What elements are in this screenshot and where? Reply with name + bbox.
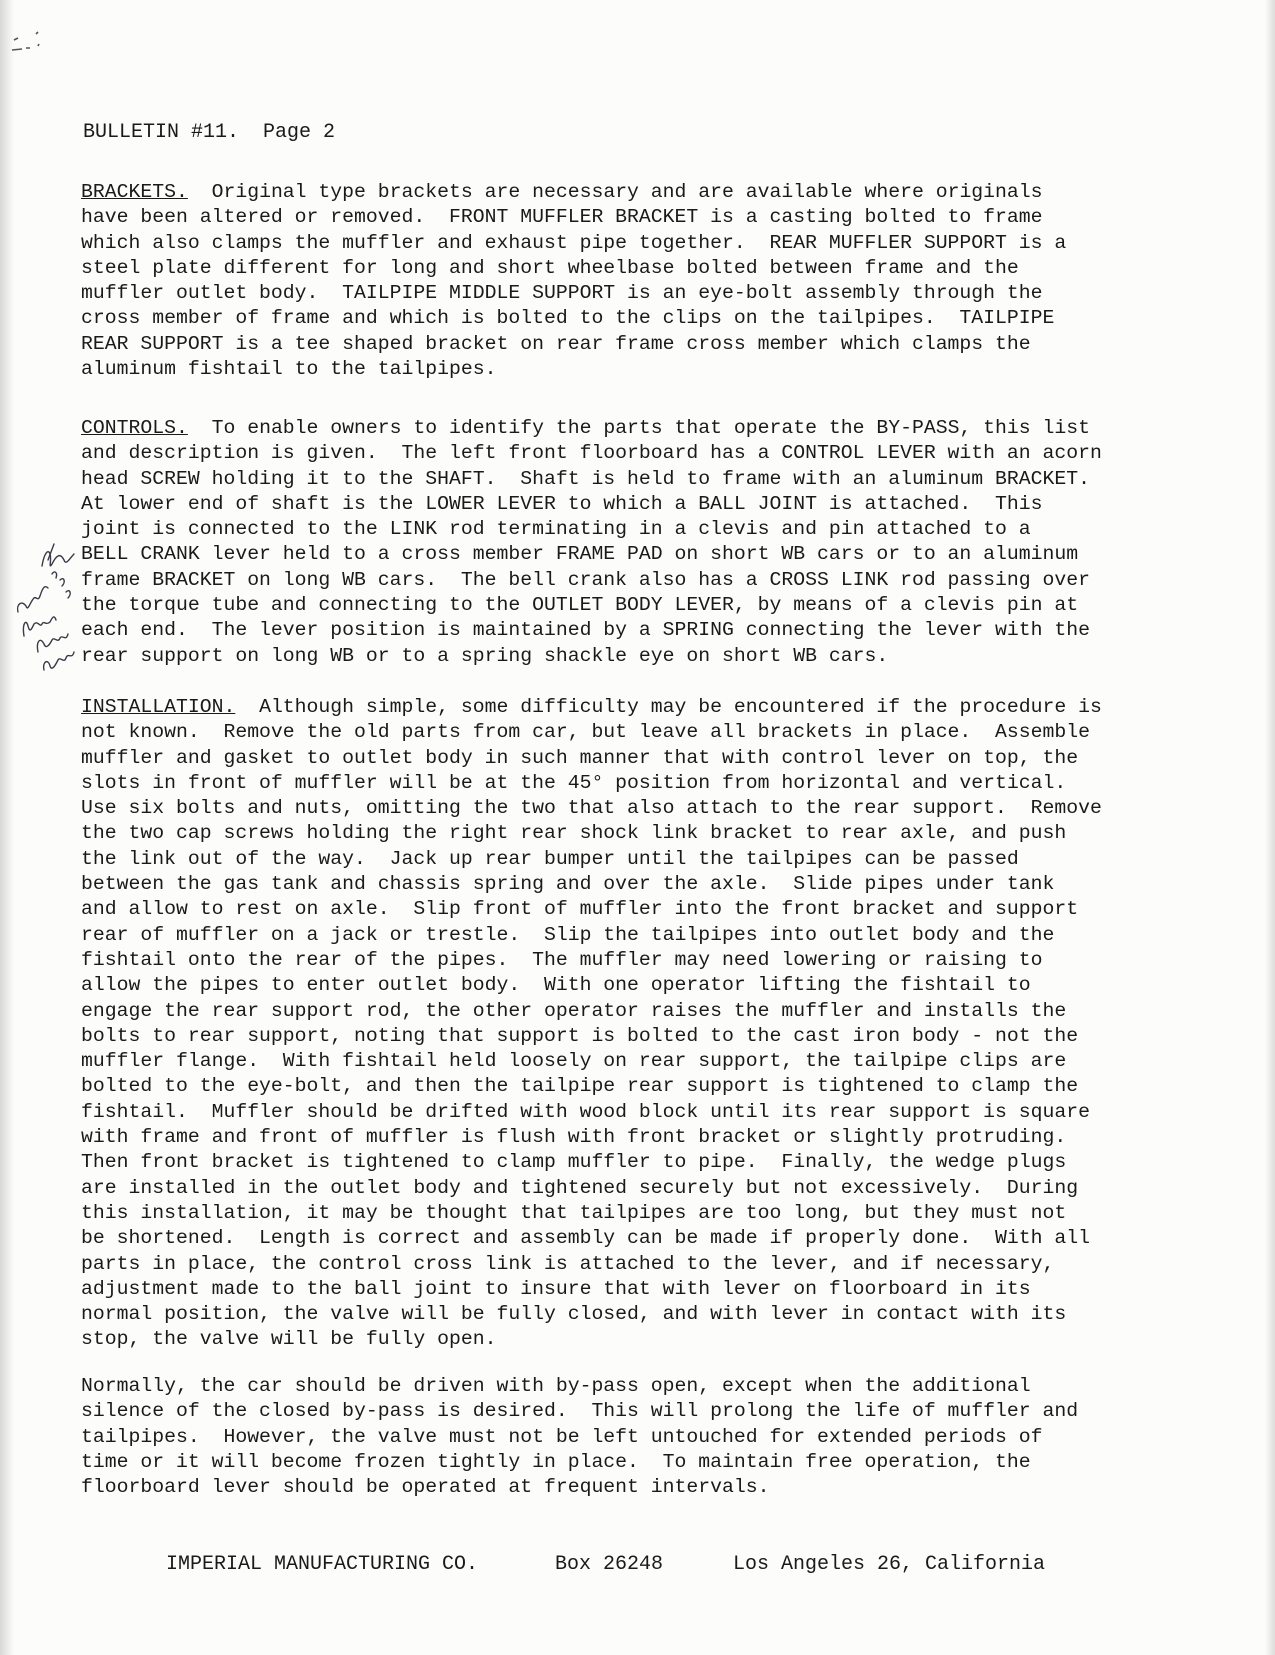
text-line: Original type brackets are necessary and are available where originals bbox=[187, 181, 1043, 203]
text-line: cross member of frame and which is bolted to the clips on the tailpipes. TAILPIPE bbox=[81, 307, 1055, 330]
text-line: head SCREW holding it to the SHAFT. Shaft is held to frame with an aluminum BRACKET. bbox=[81, 467, 1091, 490]
footer-box: Box 26248 bbox=[555, 1553, 664, 1576]
text-line: tailpipes. However, the valve must not be left untouched for extended periods of bbox=[81, 1425, 1043, 1448]
text-line: floorboard lever should be operated at frequent intervals. bbox=[81, 1476, 770, 1499]
text-line: time or it will become frozen tightly in place. To maintain free operation, the bbox=[81, 1450, 1031, 1473]
text-line: fishtail onto the rear of the pipes. The muffler may need lowering or raising to bbox=[81, 948, 1043, 971]
text-line: parts in place, the control cross link is attached to the lever, and if necessary, bbox=[81, 1252, 1055, 1275]
text-line: slots in front of muffler will be at the 45° position from horizontal and vertical. bbox=[81, 771, 1067, 794]
text-line: muffler and gasket to outlet body in such manner that with control lever on top, the bbox=[81, 746, 1079, 769]
text-line: Normally, the car should be driven with by-pass open, except when the additional bbox=[81, 1375, 1031, 1397]
text-line: bolted to the eye-bolt, and then the tailpipe rear support is tightened to clamp the bbox=[81, 1075, 1079, 1098]
text-line: Use six bolts and nuts, omitting the two that also attach to the rear support. Remove bbox=[81, 797, 1102, 820]
page-number: Page 2 bbox=[263, 121, 336, 144]
text-line: and description is given. The left front floorboard has a CONTROL LEVER with an acorn bbox=[81, 442, 1102, 465]
text-line: rear support on long WB or to a spring shackle eye on short WB cars. bbox=[81, 644, 889, 667]
text-line: frame BRACKET on long WB cars. The bell crank also has a CROSS LINK rod passing over bbox=[81, 568, 1091, 591]
text-line: rear of muffler on a jack or trestle. Slip the tailpipes into outlet body and the bbox=[81, 923, 1055, 946]
text-line: muffler outlet body. TAILPIPE MIDDLE SUPPORT is an eye-bolt assembly through the bbox=[81, 282, 1043, 305]
text-line: between the gas tank and chassis spring and over the axle. Slide pipes under tank bbox=[81, 873, 1055, 896]
text-line: silence of the closed by-pass is desired. This will prolong the life of muffler and bbox=[81, 1400, 1079, 1423]
text-line: each end. The lever position is maintained by a SPRING connecting the lever with the bbox=[81, 619, 1091, 642]
text-line: To enable owners to identify the parts that operate the BY-PASS, this list bbox=[187, 417, 1091, 439]
text-line: the two cap screws holding the right rear shock link bracket to rear axle, and push bbox=[81, 822, 1067, 845]
section-brackets bbox=[81, 180, 1066, 382]
section-controls bbox=[81, 416, 1102, 669]
text-line: Although simple, some difficulty may be encountered if the procedure is bbox=[235, 696, 1102, 718]
bulletin-number: BULLETIN #11. bbox=[83, 121, 240, 144]
scan-shadow-left bbox=[0, 0, 14, 1655]
text-line: the link out of the way. Jack up rear bumper until the tailpipes can be passed bbox=[81, 847, 1019, 870]
section-heading-controls: CONTROLS. bbox=[81, 417, 188, 439]
scan-speck-icon bbox=[8, 28, 56, 64]
text-line: muffler flange. With fishtail held loosely on rear support, the tailpipe clips are bbox=[81, 1050, 1067, 1073]
text-line: adjustment made to the ball joint to insure that with lever on floorboard in its bbox=[81, 1277, 1031, 1300]
scan-shadow-right bbox=[1265, 0, 1275, 1655]
text-line: allow the pipes to enter outlet body. With one operator lifting the fishtail to bbox=[81, 974, 1031, 997]
text-line: be shortened. Length is correct and assembly can be made if properly done. With all bbox=[81, 1227, 1091, 1250]
text-line: stop, the valve will be fully open. bbox=[81, 1328, 497, 1351]
text-line: BELL CRANK lever held to a cross member FRAME PAD on short WB cars or to an aluminum bbox=[81, 543, 1079, 566]
text-line: At lower end of shaft is the LOWER LEVER to which a BALL JOINT is attached. This bbox=[81, 492, 1043, 515]
text-line: and allow to rest on axle. Slip front of muffler into the front bracket and support bbox=[81, 898, 1079, 921]
text-line: the torque tube and connecting to the OUTLET BODY LEVER, by means of a clevis pin at bbox=[81, 594, 1079, 617]
section-heading-installation: INSTALLATION. bbox=[81, 696, 236, 718]
text-line: normal position, the valve will be fully closed, and with lever in contact with its bbox=[81, 1303, 1067, 1326]
text-line: are installed in the outlet body and tightened securely but not excessively. During bbox=[81, 1176, 1079, 1199]
text-line: steel plate different for long and short wheelbase bolted between frame and the bbox=[81, 256, 1019, 279]
text-line: not known. Remove the old parts from car, but leave all brackets in place. Assemble bbox=[81, 721, 1091, 744]
text-line: bolts to rear support, noting that support is bolted to the cast iron body - not the bbox=[81, 1024, 1079, 1047]
text-line: engage the rear support rod, the other operator raises the muffler and installs the bbox=[81, 999, 1067, 1022]
text-line: aluminum fishtail to the tailpipes. bbox=[81, 358, 497, 381]
text-line: have been altered or removed. FRONT MUFFLER BRACKET is a casting bolted to frame bbox=[81, 206, 1043, 229]
text-line: Then front bracket is tightened to clamp muffler to pipe. Finally, the wedge plugs bbox=[81, 1151, 1067, 1174]
footer-company: IMPERIAL MANUFACTURING CO. bbox=[166, 1553, 479, 1576]
text-line: fishtail. Muffler should be drifted with wood block until its rear support is square bbox=[81, 1100, 1091, 1123]
section-installation bbox=[81, 695, 1102, 1353]
footer-city: Los Angeles 26, California bbox=[733, 1553, 1046, 1576]
handwritten-note-icon bbox=[8, 540, 90, 692]
section-heading-brackets: BRACKETS. bbox=[81, 181, 188, 203]
closing-paragraph bbox=[81, 1374, 1078, 1500]
text-line: REAR SUPPORT is a tee shaped bracket on rear frame cross member which clamps the bbox=[81, 332, 1031, 355]
text-line: with frame and front of muffler is flush with front bracket or slightly protruding. bbox=[81, 1126, 1067, 1149]
bulletin-header bbox=[83, 120, 335, 145]
text-line: which also clamps the muffler and exhaust pipe together. REAR MUFFLER SUPPORT is a bbox=[81, 231, 1067, 254]
text-line: this installation, it may be thought that tailpipes are too long, but they must not bbox=[81, 1201, 1067, 1224]
text-line: joint is connected to the LINK rod terminating in a clevis and pin attached to a bbox=[81, 518, 1031, 541]
